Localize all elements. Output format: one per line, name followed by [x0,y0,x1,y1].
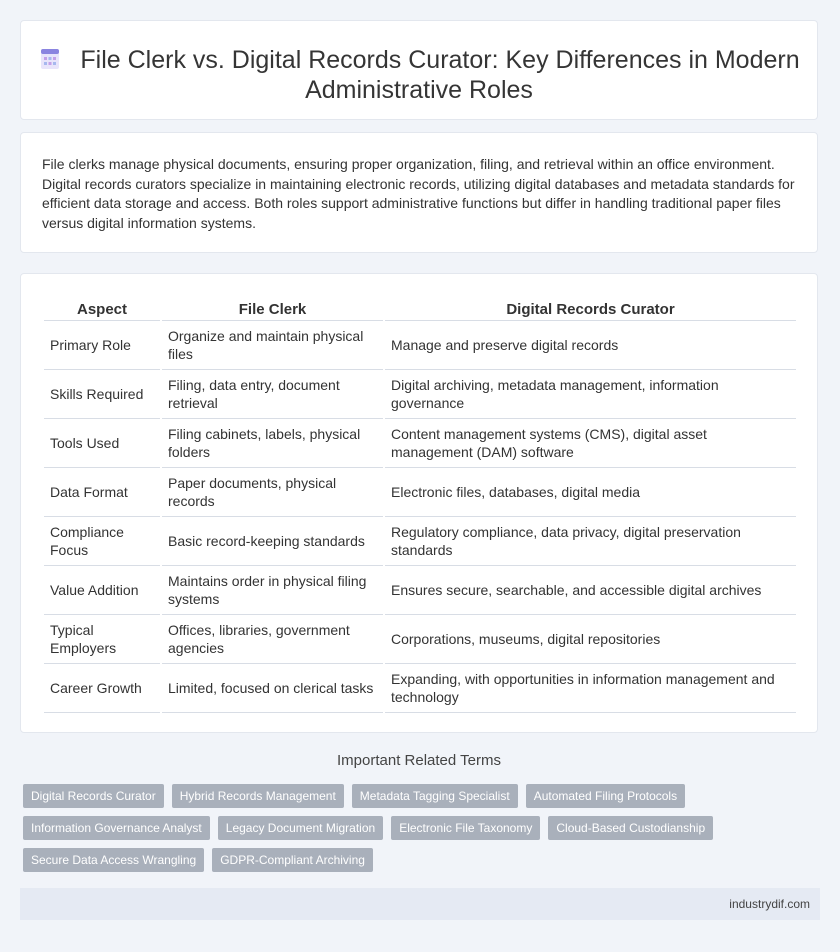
table-cell: Corporations, museums, digital repositories [385,615,796,664]
table-cell: Electronic files, databases, digital media [385,468,796,517]
table-row [44,468,796,517]
table-row [44,615,796,664]
comparison-table [42,296,798,713]
tag-metadata-tagging-specialist[interactable]: Metadata Tagging Specialist [352,784,518,808]
table-cell: Value Addition [44,566,160,615]
table-cell: Compliance Focus [44,517,160,566]
intro-card [20,132,818,253]
table-cell: Limited, focused on clerical tasks [162,664,383,713]
table-row [44,370,796,419]
tag-legacy-document-migration[interactable]: Legacy Document Migration [218,816,383,840]
table-cell: Content management systems (CMS), digital asset management (DAM) software [385,419,796,468]
table-cell: Expanding, with opportunities in information management and technology [385,664,796,713]
header-card [20,20,818,120]
column-header: Digital Records Curator [385,296,796,321]
table-cell: Career Growth [44,664,160,713]
table-cell: Tools Used [44,419,160,468]
document-grid-icon [38,47,62,71]
related-terms-title: Important Related Terms [337,752,501,769]
table-cell: Data Format [44,468,160,517]
column-header: Aspect [44,296,160,321]
tag-list [20,784,803,872]
tag-cloud-based-custodianship[interactable]: Cloud-Based Custodianship [548,816,713,840]
tag-hybrid-records-management[interactable]: Hybrid Records Management [172,784,344,808]
table-cell: Skills Required [44,370,160,419]
tag-automated-filing-protocols[interactable]: Automated Filing Protocols [526,784,685,808]
table-cell: Typical Employers [44,615,160,664]
tag-gdpr-compliant-archiving[interactable]: GDPR-Compliant Archiving [212,848,373,872]
footer [20,888,820,920]
page-title [21,45,817,105]
intro-text: File clerks manage physical documents, ensuring proper organization, filing, and retrieval within an office environment. Digital records curators specialize in maintaining electronic records, utilizing digital databases and metadata standards for efficient data storage and access. Both roles support administrative functions but differ in handling traditional paper files versus digital information systems. [42,156,795,231]
table-header-row [44,296,796,321]
table-row [44,517,796,566]
table-cell: Regulatory compliance, data privacy, digital preservation standards [385,517,796,566]
comparison-card [20,273,818,733]
table-row [44,419,796,468]
related-terms-section [20,752,818,872]
table-row [44,321,796,370]
table-row [44,566,796,615]
table-cell: Offices, libraries, government agencies [162,615,383,664]
title-wrap [21,45,817,105]
table-cell: Filing, data entry, document retrieval [162,370,383,419]
tag-electronic-file-taxonomy[interactable]: Electronic File Taxonomy [391,816,540,840]
tag-digital-records-curator[interactable]: Digital Records Curator [23,784,164,808]
tag-information-governance-analyst[interactable]: Information Governance Analyst [23,816,210,840]
table-cell: Organize and maintain physical files [162,321,383,370]
table-cell: Filing cabinets, labels, physical folders [162,419,383,468]
table-cell: Primary Role [44,321,160,370]
table-cell: Paper documents, physical records [162,468,383,517]
table-cell: Maintains order in physical filing systems [162,566,383,615]
tag-secure-data-access-wrangling[interactable]: Secure Data Access Wrangling [23,848,204,872]
table-cell: Manage and preserve digital records [385,321,796,370]
table-cell: Digital archiving, metadata management, information governance [385,370,796,419]
page-title-text: File Clerk vs. Digital Records Curator: Key Differences in Modern Administrative Roles [80,46,800,104]
column-header: File Clerk [162,296,383,321]
table-row [44,664,796,713]
footer-site-link[interactable]: industrydif.com [729,897,810,911]
table-cell: Basic record-keeping standards [162,517,383,566]
table-cell: Ensures secure, searchable, and accessible digital archives [385,566,796,615]
